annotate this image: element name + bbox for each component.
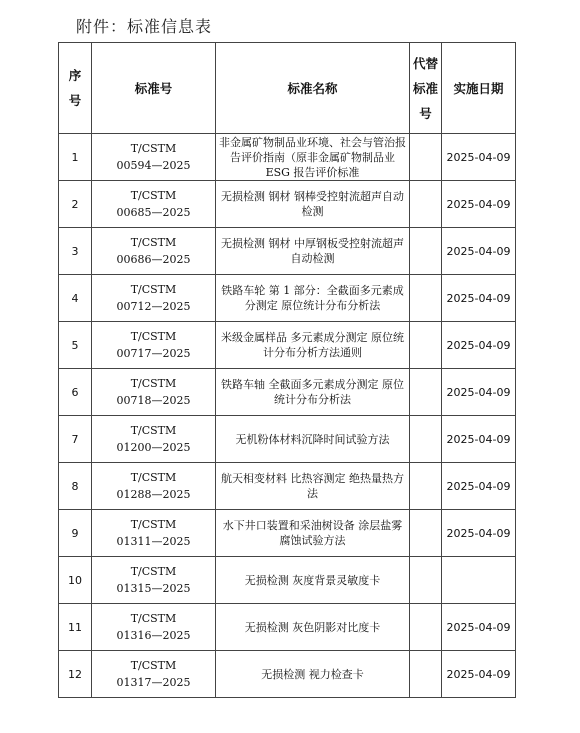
row-effective-date: 2025-04-09: [442, 275, 516, 322]
row-standard-name: 无损检测 钢材 中厚钢板受控射流超声自动检测: [216, 228, 410, 275]
row-replaced-standard: [410, 228, 442, 275]
standard-code-prefix: T/CSTM: [130, 142, 177, 155]
row-serial-number: 4: [59, 275, 92, 322]
page-title: 附件：标准信息表: [76, 17, 213, 36]
standard-code-prefix: T/CSTM: [130, 189, 177, 202]
row-standard-name: 无机粉体材料沉降时间试验方法: [216, 416, 410, 463]
row-replaced-standard: [410, 651, 442, 698]
row-serial-number: 1: [59, 134, 92, 181]
row-replaced-standard: [410, 134, 442, 181]
row-standard-code: [92, 181, 216, 228]
row-standard-code: [92, 651, 216, 698]
row-effective-date: 2025-04-09: [442, 651, 516, 698]
standard-code-number: 00685—2025: [116, 206, 191, 219]
standard-code-prefix: T/CSTM: [130, 377, 177, 390]
row-effective-date: 2025-04-09: [442, 134, 516, 181]
row-standard-code: [92, 463, 216, 510]
standards-table: [58, 42, 516, 698]
row-effective-date: 2025-04-09: [442, 604, 516, 651]
row-standard-code: [92, 510, 216, 557]
header-standard-code: 标准号: [92, 43, 216, 134]
row-serial-number: 3: [59, 228, 92, 275]
row-standard-name: 非金属矿物制品业环境、社会与管治报告评价指南（原非金属矿物制品业 ESG 报告评价标准: [216, 134, 410, 181]
row-replaced-standard: [410, 275, 442, 322]
row-effective-date: 2025-04-09: [442, 369, 516, 416]
table-row: [59, 228, 516, 275]
row-serial-number: 12: [59, 651, 92, 698]
header-replaced-standard: [410, 43, 442, 134]
standard-code-prefix: T/CSTM: [130, 424, 177, 437]
header-replaced-standard-line: 号: [419, 105, 432, 121]
header-standard-name: 标准名称: [216, 43, 410, 134]
row-standard-name: 无损检测 钢材 钢棒受控射流超声自动检测: [216, 181, 410, 228]
standard-code-number: 00686—2025: [116, 253, 191, 266]
header-serial-number-line: 号: [68, 93, 82, 108]
row-standard-name: 铁路车轮 第 1 部分：全截面多元素成分测定 原位统计分布分析法: [216, 275, 410, 322]
row-standard-code: [92, 228, 216, 275]
row-effective-date: 2025-04-09: [442, 416, 516, 463]
row-replaced-standard: [410, 604, 442, 651]
table-row: [59, 181, 516, 228]
standard-code-prefix: T/CSTM: [130, 283, 177, 296]
header-serial-number: [59, 43, 92, 134]
standard-code-number: 01315—2025: [116, 582, 191, 595]
row-serial-number: 8: [59, 463, 92, 510]
row-replaced-standard: [410, 369, 442, 416]
row-effective-date: 2025-04-09: [442, 510, 516, 557]
table-row: [59, 275, 516, 322]
standard-code-number: 01311—2025: [116, 535, 191, 548]
row-standard-code: [92, 416, 216, 463]
standard-code-number: 00712—2025: [116, 300, 191, 313]
row-replaced-standard: [410, 181, 442, 228]
row-standard-code: [92, 134, 216, 181]
row-standard-name: 无损检测 灰色阴影对比度卡: [216, 604, 410, 651]
table-row: [59, 463, 516, 510]
row-effective-date: 2025-04-09: [442, 228, 516, 275]
standard-code-prefix: T/CSTM: [130, 236, 177, 249]
row-replaced-standard: [410, 557, 442, 604]
table-row: [59, 604, 516, 651]
standard-code-number: 00594—2025: [116, 159, 191, 172]
table-row: [59, 134, 516, 181]
table-row: [59, 369, 516, 416]
table-row: [59, 510, 516, 557]
row-effective-date: 2025-04-09: [442, 322, 516, 369]
table-row: [59, 416, 516, 463]
table-header-row: [59, 43, 516, 134]
standard-code-prefix: T/CSTM: [130, 518, 177, 531]
standard-code-number: 01316—2025: [116, 629, 191, 642]
row-serial-number: 2: [59, 181, 92, 228]
standard-code-prefix: T/CSTM: [130, 471, 177, 484]
row-serial-number: 10: [59, 557, 92, 604]
row-replaced-standard: [410, 463, 442, 510]
row-standard-code: [92, 369, 216, 416]
standard-code-number: 01200—2025: [116, 441, 191, 454]
row-effective-date: [442, 557, 516, 604]
standard-code-prefix: T/CSTM: [130, 659, 177, 672]
header-replaced-standard-line: 代替: [412, 55, 438, 71]
standard-code-prefix: T/CSTM: [130, 330, 177, 343]
row-standard-code: [92, 322, 216, 369]
table-row: [59, 322, 516, 369]
row-serial-number: 7: [59, 416, 92, 463]
row-serial-number: 5: [59, 322, 92, 369]
row-effective-date: 2025-04-09: [442, 463, 516, 510]
row-serial-number: 9: [59, 510, 92, 557]
standard-code-number: 00717—2025: [116, 347, 191, 360]
row-replaced-standard: [410, 416, 442, 463]
row-effective-date: 2025-04-09: [442, 181, 516, 228]
table-row: [59, 557, 516, 604]
row-standard-code: [92, 604, 216, 651]
row-standard-name: 航天相变材料 比热容测定 绝热量热方法: [216, 463, 410, 510]
row-standard-name: 无损检测 视力检查卡: [216, 651, 410, 698]
row-replaced-standard: [410, 322, 442, 369]
row-standard-name: 水下井口装置和采油树设备 涂层盐雾腐蚀试验方法: [216, 510, 410, 557]
row-serial-number: 6: [59, 369, 92, 416]
row-standard-name: 米级金属样品 多元素成分测定 原位统计分布分析方法通则: [216, 322, 410, 369]
header-serial-number-line: 序: [68, 68, 82, 83]
header-replaced-standard-line: 标准: [412, 80, 438, 96]
row-standard-code: [92, 557, 216, 604]
row-standard-name: 铁路车轴 全截面多元素成分测定 原位统计分布分析法: [216, 369, 410, 416]
row-replaced-standard: [410, 510, 442, 557]
row-standard-name: 无损检测 灰度背景灵敏度卡: [216, 557, 410, 604]
standard-code-prefix: T/CSTM: [130, 612, 177, 625]
table-row: [59, 651, 516, 698]
standard-code-number: 00718—2025: [116, 394, 191, 407]
standard-code-prefix: T/CSTM: [130, 565, 177, 578]
standard-code-number: 01317—2025: [116, 676, 191, 689]
row-standard-code: [92, 275, 216, 322]
header-effective-date: 实施日期: [442, 43, 516, 134]
row-serial-number: 11: [59, 604, 92, 651]
standard-code-number: 01288—2025: [116, 488, 191, 501]
